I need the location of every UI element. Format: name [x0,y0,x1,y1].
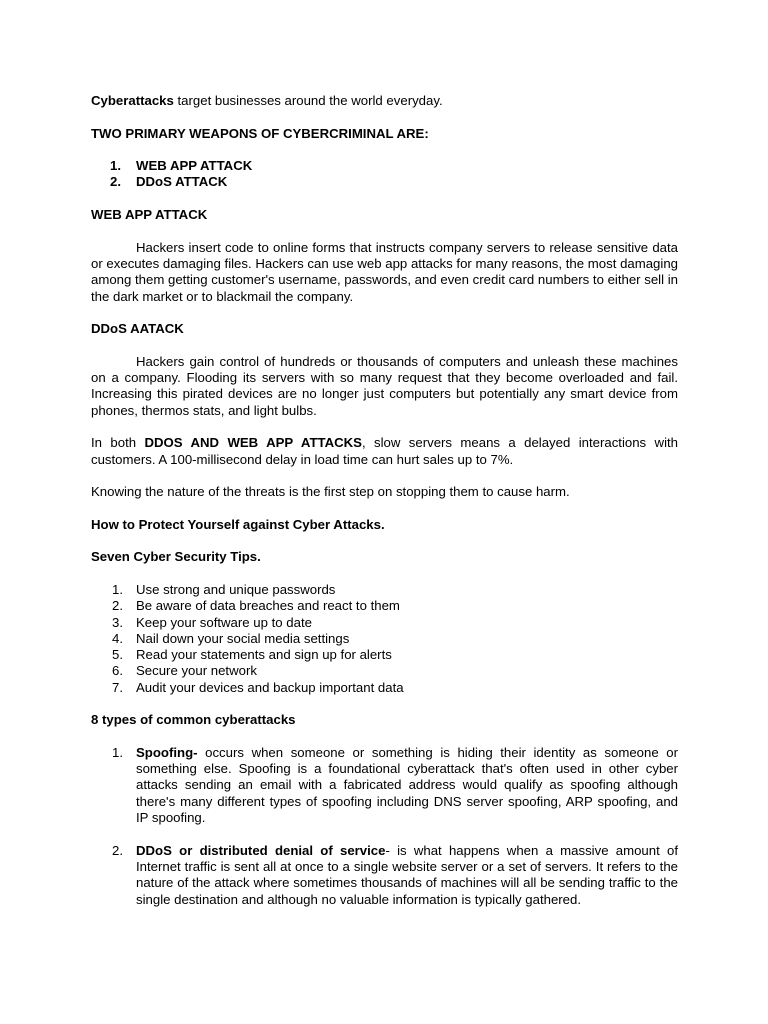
list-item [91,680,678,696]
list-number: 1. [110,158,121,174]
knowing-paragraph: Knowing the nature of the threats is the first step on stopping them to cause harm. [91,484,570,500]
list-number: 2. [112,842,123,858]
protect-heading [91,517,678,533]
intro-bold: Cyberattacks [91,93,174,108]
list-item [91,582,678,598]
types-list [91,745,678,908]
web-app-heading [91,207,678,223]
list-item [91,663,678,679]
both-bold: DDOS AND WEB APP ATTACKS [144,435,362,451]
list-number: 3. [112,614,123,630]
list-number: 2. [110,174,121,190]
weapons-heading-text: TWO PRIMARY WEAPONS OF CYBERCRIMINAL ARE: [91,125,429,141]
list-number: 7. [112,679,123,695]
list-item-text: DDoS ATTACK [136,174,228,190]
list-item-text: Audit your devices and backup important data [136,679,404,695]
list-number: 1. [112,581,123,597]
list-item-term: Spoofing- [136,744,198,760]
intro-text: target businesses around the world everyday. [173,93,443,108]
list-number: 1. [112,744,123,760]
list-item-text: Be aware of data breaches and react to them [136,598,400,614]
list-item-text: WEB APP ATTACK [136,158,253,174]
tips-heading-text: Seven Cyber Security Tips. [91,549,261,565]
list-item [91,174,678,190]
both-post: , slow servers means a delayed interactions with customers. A 100-millisecond delay in load time can hurt sales up to 7%. [91,435,679,467]
ddos-heading [91,321,678,337]
intro-paragraph [91,93,678,109]
weapons-heading [91,126,678,142]
list-item [91,843,678,908]
list-item-text: occurs when someone or something is hiding their identity as someone or something else. Spoofing is a foundational cyberattack that's often used in other cyber attacks sending an email with a fabricated address would qualify as spoofing although there's many different types of spoofing including DNS server spoofing, ARP spoofing, and IP spoofing. [136,744,678,826]
list-item [91,647,678,663]
both-pre: In both [91,435,145,451]
types-heading-text: 8 types of common cyberattacks [91,712,296,728]
document-body [91,93,678,908]
both-paragraph [91,435,678,468]
weapons-list [91,158,678,191]
protect-heading-text: How to Protect Yourself against Cyber Attacks. [91,516,385,532]
list-number: 6. [112,663,123,679]
list-item [91,631,678,647]
list-item-text: Use strong and unique passwords [136,581,336,597]
list-item-text: Keep your software up to date [136,614,312,630]
list-item-term: DDoS or distributed denial of service [136,842,386,858]
web-app-heading-text: WEB APP ATTACK [91,207,208,223]
tips-heading [91,549,678,565]
list-item [91,598,678,614]
ddos-heading-text: DDoS AATACK [91,321,184,337]
list-number: 2. [112,598,123,614]
list-item [91,745,678,826]
list-item [91,158,678,174]
ddos-paragraph: Hackers gain control of hundreds or thousands of computers and unleash these machines on a company. Flooding its servers with so many request that they become overloaded and fail. Increasing this pirated devices are no longer just computers but potentially any smart device from phones, thermos stats, and light bulbs. [91,353,678,418]
list-item-text: Nail down your social media settings [136,630,350,646]
types-heading [91,712,678,728]
list-item-text: - is what happens when a massive amount of Internet traffic is sent all at once to a single website server or a set of servers. It refers to the nature of the attack where sometimes thousands of machines will all be sending traffic to the single destination and although no valuable information is typically gathered. [136,842,678,907]
tips-list [91,582,678,696]
list-number: 5. [112,647,123,663]
list-number: 4. [112,630,123,646]
web-app-paragraph: Hackers insert code to online forms that instructs company servers to release sensitive data or executes damaging files. Hackers can use web app attacks for many reasons, the most damaging among them getting customer's username, passwords, and even credit card numbers to either sell in the dark market or to blackmail the company. [91,239,678,304]
list-item [91,615,678,631]
list-item-text: Secure your network [136,663,257,679]
list-item-text: Read your statements and sign up for alerts [136,647,392,663]
